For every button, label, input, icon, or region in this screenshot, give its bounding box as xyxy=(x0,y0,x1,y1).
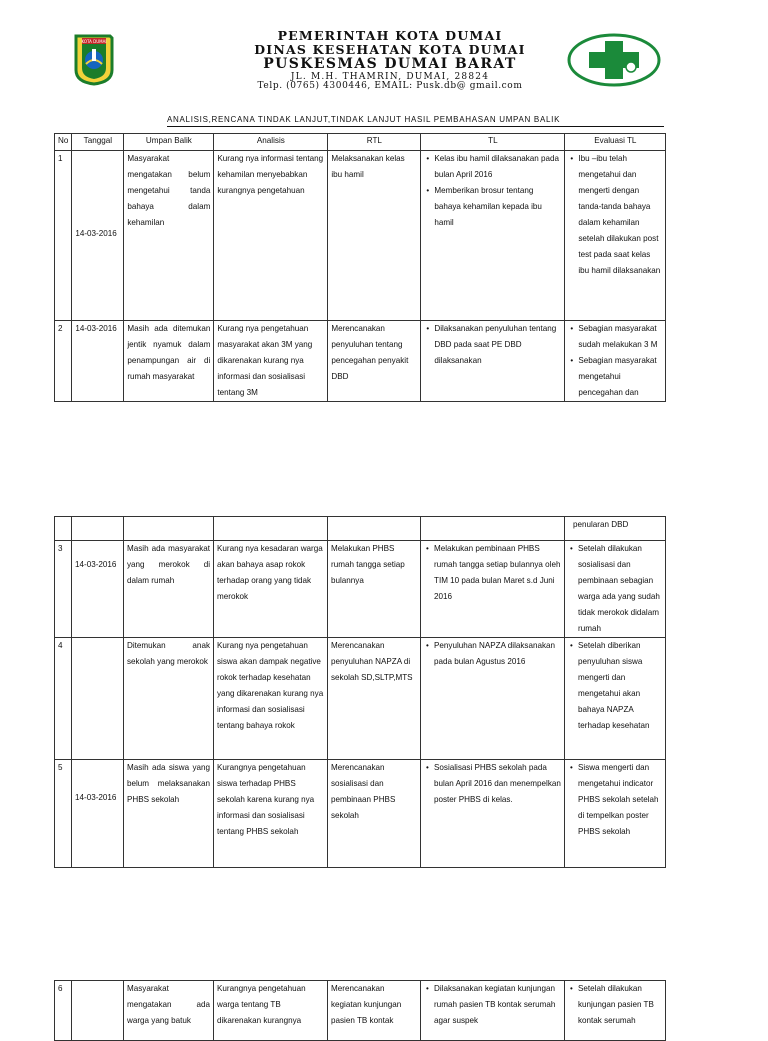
cell-tanggal xyxy=(72,638,124,760)
cell-no: 1 xyxy=(55,151,72,321)
header-tl: TL xyxy=(421,134,565,151)
cell-tanggal xyxy=(72,981,124,1041)
cell-evaluasi xyxy=(565,151,666,321)
cell-umpan-balik: Masih ada siswa yang belum melaksanakan PHBS sekolah xyxy=(124,760,214,868)
cell-empty xyxy=(72,517,124,541)
header-analisis: Analisis xyxy=(214,134,328,151)
cell-no: 2 xyxy=(55,321,72,402)
cell-rtl: Merencanakan sosialisasi dan pembinaan PHBS sekolah xyxy=(328,760,421,868)
cell-umpan-balik: Masyarakat mengatakan ada warga yang batuk xyxy=(124,981,214,1041)
letterhead-line-1: PEMERINTAH KOTA DUMAI xyxy=(277,28,503,43)
evaluasi-item: • Setelah diberikan penyuluhan siswa mengerti dan mengetahui akan bahaya NAPZA terhadap kesehatan xyxy=(578,638,662,734)
followup-table-page-2 xyxy=(54,516,666,868)
evaluasi-item: • Sebagian masyarakat mengetahui pencegahan dan xyxy=(578,353,662,401)
cell-evaluasi xyxy=(565,981,666,1041)
cell-evaluasi xyxy=(565,638,666,760)
tl-item: • Penyuluhan NAPZA dilaksanakan pada bulan Agustus 2016 xyxy=(434,638,561,670)
evaluasi-item: • Setelah dilakukan sosialisasi dan pembinaan sebagian warga ada yang sudah tidak merokok didalam rumah xyxy=(578,541,662,637)
table-row xyxy=(55,638,666,760)
tl-item: • Dilaksanakan kegiatan kunjungan rumah pasien TB kontak serumah agar suspek xyxy=(434,981,561,1029)
tl-item: • Dilaksanakan penyuluhan tentang DBD pada saat PE DBD dilaksanakan xyxy=(434,321,561,369)
cell-analisis: Kurangnya pengetahuan warga tentang TB dikarenakan kurangnya xyxy=(214,981,328,1041)
cell-analisis: Kurangnya pengetahuan siswa terhadap PHBS sekolah karena kurang nya informasi dan sosialisasi tentang PHBS sekolah xyxy=(214,760,328,868)
tl-item: • Memberikan brosur tentang bahaya kehamilan kepada ibu hamil xyxy=(434,183,561,231)
header-no: No xyxy=(55,134,72,151)
date-value: 14-03-2016 xyxy=(75,229,117,238)
cell-analisis: Kurang nya kesadaran warga akan bahaya asap rokok terhadap orang yang tidak merokok xyxy=(214,541,328,638)
cell-tl xyxy=(421,541,565,638)
letterhead-address: JL. M.H. THAMRIN, DUMAI, 28824 xyxy=(290,72,490,82)
table-row xyxy=(55,151,666,321)
date-value: 14-03-2016 xyxy=(75,793,117,802)
cell-tanggal xyxy=(72,541,124,638)
cell-analisis: Kurang nya pengetahuan siswa akan dampak negative rokok terhadap kesehatan yang dikarenakan kurang nya informasi dan sosialisasi tentang bahaya rokok xyxy=(214,638,328,760)
cell-umpan-balik: Masih ada masyarakat yang merokok di dalam rumah xyxy=(124,541,214,638)
tl-item: • Kelas ibu hamil dilaksanakan pada bulan April 2016 xyxy=(434,151,561,183)
cell-analisis: Kurang nya informasi tentang kehamilan menyebabkan kurangnya pengetahuan xyxy=(214,151,328,321)
cell-empty xyxy=(214,517,328,541)
letterhead-text xyxy=(150,30,630,91)
cell-rtl: Melakukan PHBS rumah tangga setiap bulannya xyxy=(328,541,421,638)
cell-evaluasi xyxy=(565,321,666,402)
cell-empty xyxy=(421,517,565,541)
table-row xyxy=(55,541,666,638)
tl-item: • Melakukan pembinaan PHBS rumah tangga setiap bulannya oleh TIM 10 pada bulan Maret s.d Juni 2016 xyxy=(434,541,561,605)
cell-umpan-balik: Masih ada ditemukan jentik nyamuk dalam penampungan air di rumah masyarakat xyxy=(124,321,214,402)
evaluasi-item: • Siswa mengerti dan mengetahui indicator PHBS sekolah setelah di tempelkan poster PHBS sekolah xyxy=(578,760,662,840)
cell-tl xyxy=(421,981,565,1041)
table-header-row xyxy=(55,134,666,151)
evaluasi-item: • Setelah dilakukan kunjungan pasien TB kontak serumah xyxy=(578,981,662,1029)
header-umpan-balik: Umpan Balik xyxy=(124,134,214,151)
followup-table-page-1 xyxy=(54,133,666,402)
cell-rtl: Merencanakan penyuluhan NAPZA di sekolah SD,SLTP,MTS xyxy=(328,638,421,760)
cell-evaluasi xyxy=(565,760,666,868)
cell-tl xyxy=(421,638,565,760)
evaluasi-item: • Sebagian masyarakat sudah melakukan 3 M xyxy=(578,321,662,353)
health-cross-logo-icon xyxy=(567,33,661,87)
cell-tanggal xyxy=(72,760,124,868)
cell-evaluasi-continuation: penularan DBD xyxy=(565,517,666,541)
cell-no: 5 xyxy=(55,760,72,868)
cell-tl xyxy=(421,760,565,868)
cell-tanggal: 14-03-2016 xyxy=(72,321,124,402)
letterhead-line-3: PUSKESMAS DUMAI BARAT xyxy=(263,56,517,72)
cell-no: 6 xyxy=(55,981,72,1041)
cell-empty xyxy=(55,517,72,541)
cell-umpan-balik: Masyarakat mengatakan belum mengetahui tanda bahaya dalam kehamilan xyxy=(124,151,214,321)
cell-empty xyxy=(124,517,214,541)
cell-empty xyxy=(328,517,421,541)
letterhead xyxy=(0,0,768,90)
evaluasi-item: • Ibu –ibu telah mengetahui dan mengerti dengan tanda-tanda bahaya dalam kehamilan setelah dilakukan post test pada saat kelas ibu hamil dilaksanakan xyxy=(578,151,662,279)
cell-analisis: Kurang nya pengetahuan masyarakat akan 3M yang dikarenakan kurang nya informasi dan sosialisasi tentang 3M xyxy=(214,321,328,402)
table-row xyxy=(55,321,666,402)
cell-rtl: Merencanakan penyuluhan tentang pencegahan penyakit DBD xyxy=(328,321,421,402)
header-tanggal: Tanggal xyxy=(72,134,124,151)
letterhead-line-2: DINAS KESEHATAN KOTA DUMAI xyxy=(254,41,526,57)
header-evaluasi: Evaluasi TL xyxy=(565,134,666,151)
cell-rtl: Merencanakan kegiatan kunjungan pasien TB kontak xyxy=(328,981,421,1041)
table-row xyxy=(55,760,666,868)
title-underline xyxy=(167,126,664,127)
cell-umpan-balik: Ditemukan anak sekolah yang merokok xyxy=(124,638,214,760)
header-rtl: RTL xyxy=(328,134,421,151)
cell-tl xyxy=(421,151,565,321)
table-row-continuation xyxy=(55,517,666,541)
emblem-label: KOTA DUMAI xyxy=(81,39,107,44)
cell-evaluasi xyxy=(565,541,666,638)
letterhead-contact: Telp. (0765) 4300446, EMAIL: Pusk.db@ gmail.com xyxy=(257,81,523,91)
cell-tl xyxy=(421,321,565,402)
table-row xyxy=(55,981,666,1041)
followup-table-page-3 xyxy=(54,980,666,1041)
document-title: ANALISIS,RENCANA TINDAK LANJUT,TINDAK LANJUT HASIL PEMBAHASAN UMPAN BALIK xyxy=(167,115,561,124)
cell-no: 3 xyxy=(55,541,72,638)
tl-item: • Sosialisasi PHBS sekolah pada bulan April 2016 dan menempelkan poster PHBS di kelas. xyxy=(434,760,561,808)
cell-rtl: Melaksanakan kelas ibu hamil xyxy=(328,151,421,321)
cell-tanggal xyxy=(72,151,124,321)
cell-no: 4 xyxy=(55,638,72,760)
date-value: 14-03-2016 xyxy=(75,560,117,569)
